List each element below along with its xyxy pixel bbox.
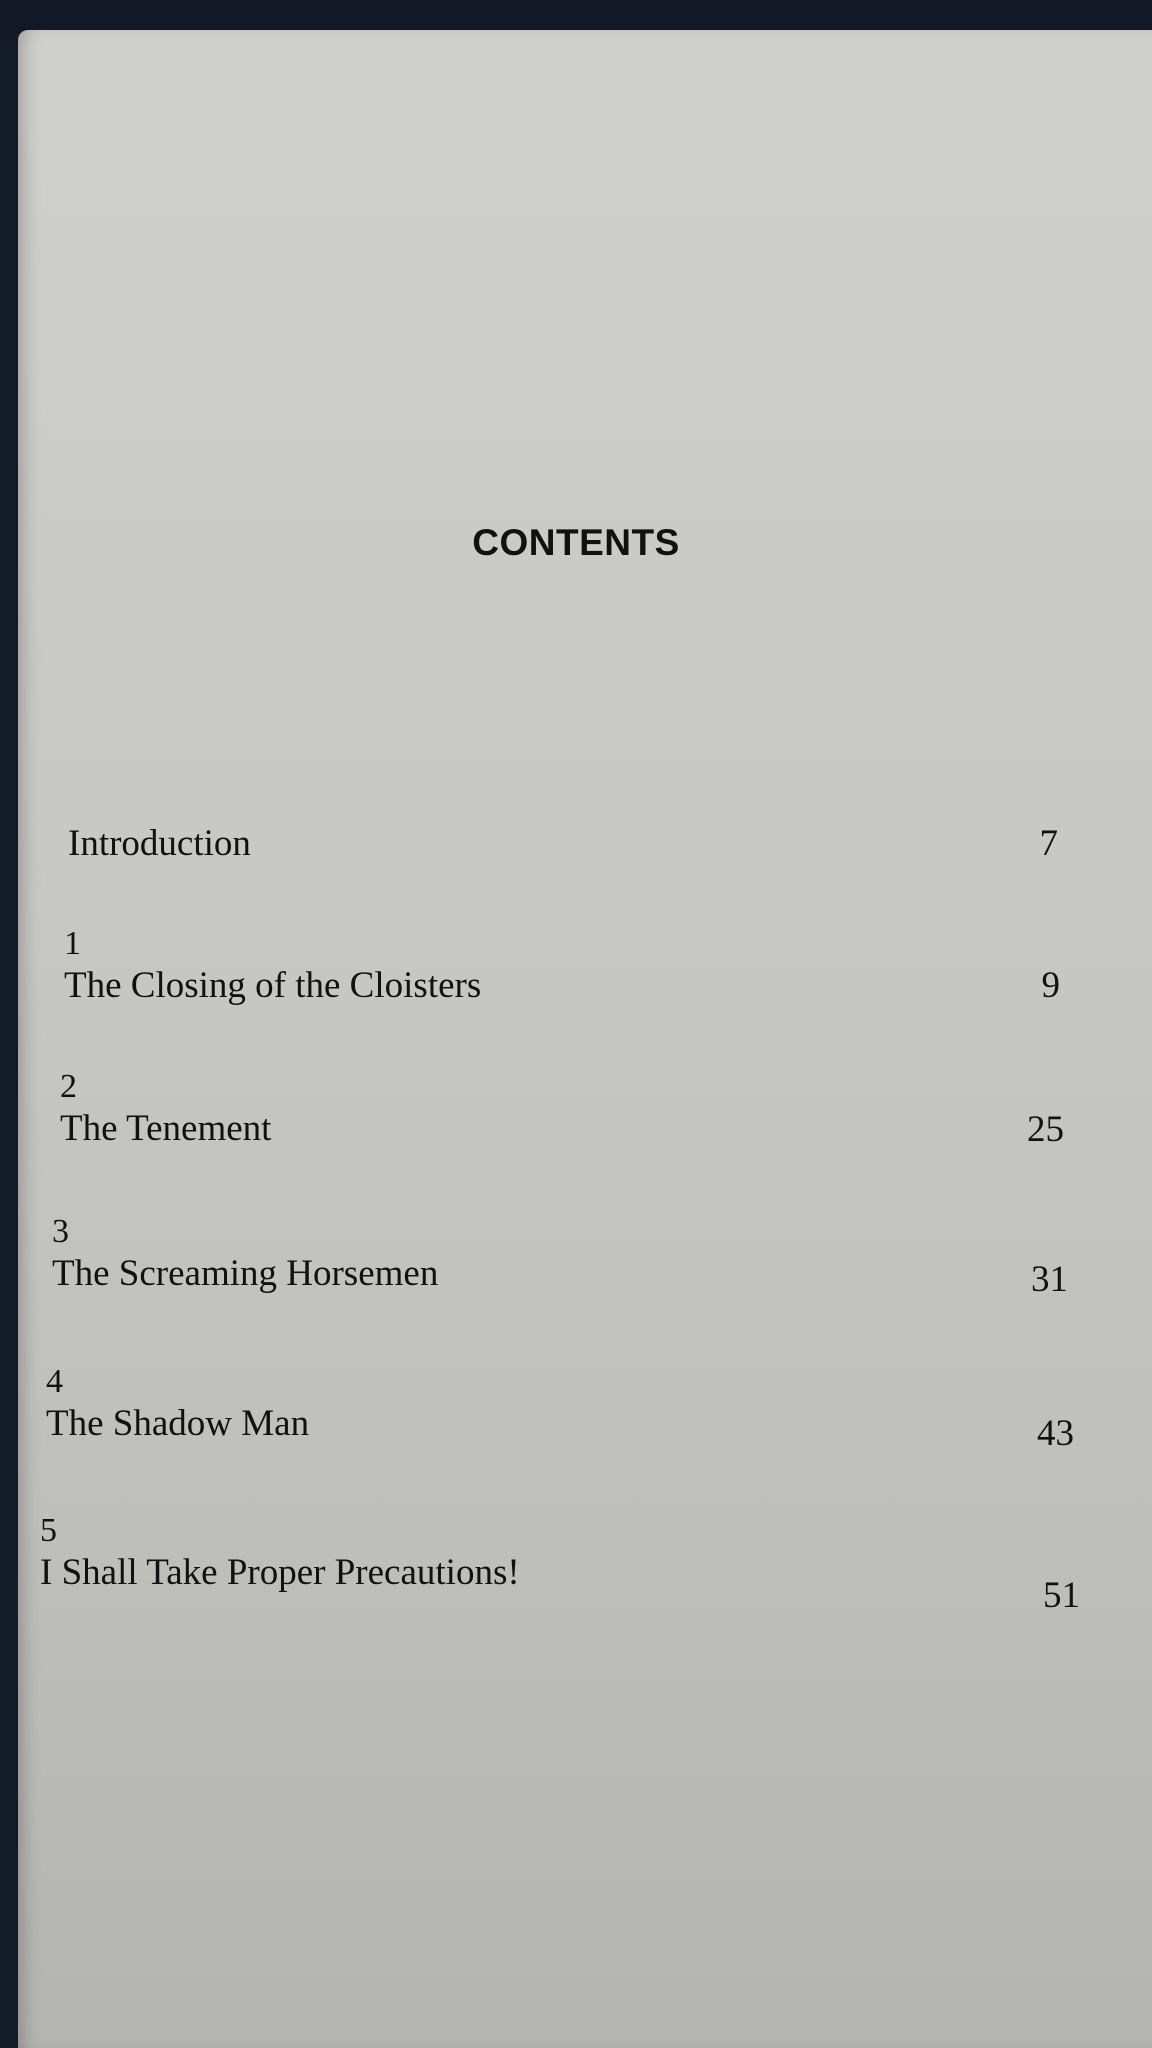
toc-entry-page: 43: [1037, 1413, 1074, 1454]
toc-entry-number: 5: [40, 1512, 57, 1549]
toc-entry-title: The Screaming Horsemen: [52, 1253, 439, 1294]
toc-entry-introduction: [68, 822, 251, 866]
contents-heading: CONTENTS: [472, 522, 680, 563]
toc-entry-number: 4: [46, 1363, 63, 1400]
toc-entry-number: 1: [64, 925, 81, 962]
toc-entry-title: The Tenement: [60, 1108, 272, 1149]
toc-entry-title: The Closing of the Cloisters: [64, 965, 482, 1006]
toc-entry-number: 3: [52, 1213, 69, 1250]
toc-entry-page: 9: [1041, 965, 1060, 1006]
book-page: [18, 30, 1152, 2048]
toc-entry-chapter-3: [52, 1212, 438, 1296]
toc-entry-title: Introduction: [68, 823, 251, 864]
toc-entry-number: 2: [60, 1068, 77, 1105]
toc-entry-chapter-2: [60, 1067, 271, 1151]
toc-entry-page: 25: [1027, 1109, 1064, 1150]
toc-entry-chapter-4: [46, 1362, 309, 1446]
toc-entry-page: 31: [1031, 1259, 1068, 1300]
toc-entry-chapter-5: [40, 1511, 520, 1595]
toc-entry-chapter-1: [64, 924, 481, 1008]
toc-entry-title: The Shadow Man: [46, 1403, 310, 1444]
toc-entry-page: 51: [1043, 1575, 1080, 1616]
toc-entry-page: 7: [1039, 823, 1058, 864]
toc-entry-title: I Shall Take Proper Precautions!: [40, 1552, 520, 1593]
